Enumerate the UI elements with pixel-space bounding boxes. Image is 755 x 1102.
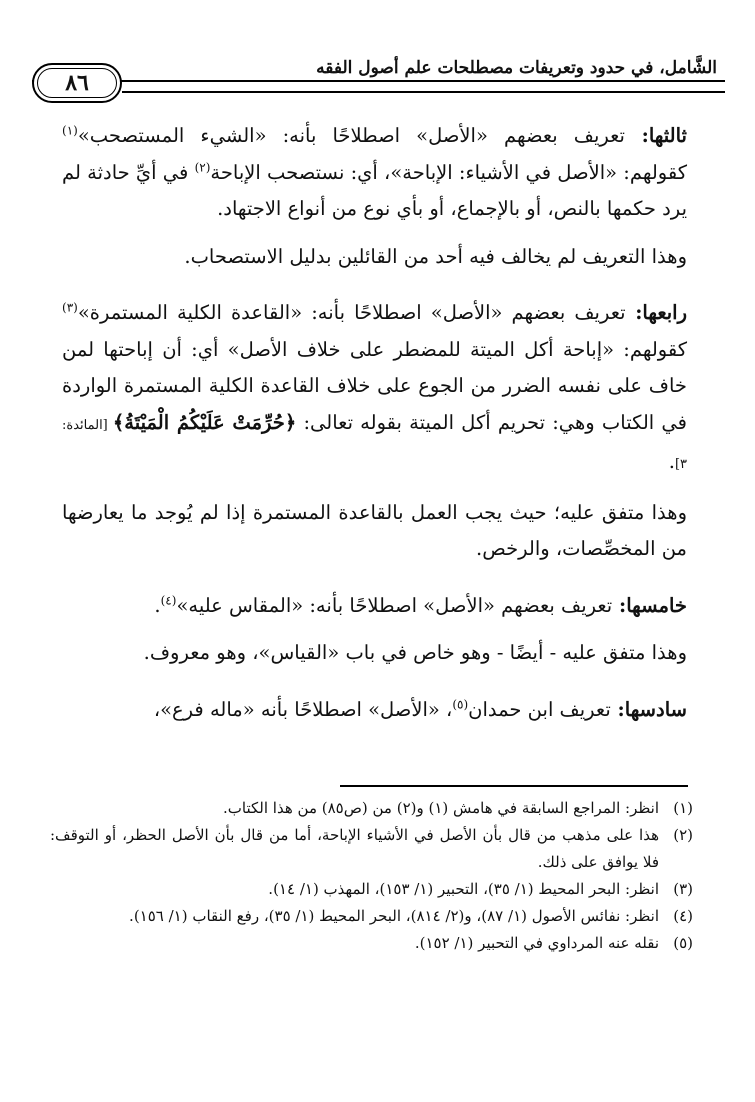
header-rule-thin (122, 91, 725, 93)
footnote-marker: (٢) (194, 160, 211, 174)
text-run: تعريف بعضهم «الأصل» اصطلاحًا بأنه: «المقاس عليه» (176, 593, 613, 617)
text-run: وهذا متفق عليه؛ حيث يجب العمل بالقاعدة المستمرة إذا لم يُوجد ما يعارضها من المخصِّصات، والرخص. (62, 500, 687, 560)
quran-quote: ﴿حُرِّمَتْ عَلَيْكُمُ الْمَيْتَةُ﴾ (112, 410, 297, 434)
footnote (50, 903, 693, 930)
header-rule (32, 80, 725, 82)
footnote-number: (١) (673, 799, 693, 817)
paragraph-lead: رابعها: (625, 301, 687, 324)
footnote-text: نقله عنه المرداوي في التحبير (١/ ١٥٢). (414, 934, 659, 952)
text-run: . (668, 450, 675, 473)
page-header (32, 50, 725, 100)
footnote-marker: (٥) (452, 697, 469, 711)
footnote-text: انظر: البحر المحيط (١/ ٣٥)، التحبير (١/ ١٥٣)، المهذب (١/ ١٤). (268, 880, 659, 898)
footnote-number: (٢) (673, 826, 693, 844)
footnote-marker: (٤) (160, 593, 177, 607)
paragraph (62, 495, 687, 568)
text-run: تعريف بعضهم «الأصل» اصطلاحًا بأنه: «القاعدة الكلية المستمرة» (77, 301, 626, 324)
footnote (50, 930, 693, 957)
paragraph-lead: سادسها: (610, 697, 687, 721)
footnote-separator (340, 785, 688, 787)
text-run: وهذا متفق عليه - أيضًا - وهو خاص في باب «القياس»، وهو معروف. (143, 641, 687, 664)
paragraph (62, 295, 687, 484)
text-run: تعريف ابن حمدان (468, 697, 611, 721)
paragraph (62, 635, 687, 672)
footnote-text: انظر: نفائس الأصول (١/ ٨٧)، و(٢/ ٨١٤)، البحر المحيط (١/ ٣٥)، رفع النقاب (١/ ١٥٦). (129, 907, 659, 925)
text-run: في أيِّ حادثة لم يرد حكمها بالنص، أو بالإجماع، أو بأي نوع من أنواع الاجتهاد. (62, 160, 687, 220)
page-number-frame (32, 63, 122, 103)
paragraph (62, 239, 687, 276)
running-title: الشَّامل، في حدود وتعريفات مصطلحات علم أصول الفقه (316, 58, 717, 78)
footnote (50, 795, 693, 822)
text-run: وهذا التعريف لم يخالف فيه أحد من القائلين بدليل الاستصحاب. (184, 244, 687, 268)
footnote-marker: (٣) (62, 300, 78, 315)
paragraph-lead: ثالثها: (624, 124, 687, 147)
footnote-number: (٥) (673, 934, 693, 952)
footnote-number: (٤) (673, 907, 693, 925)
footnote (50, 876, 693, 903)
paragraph (62, 588, 687, 625)
footnotes (50, 795, 693, 957)
text-run: كقولهم: «إباحة أكل الميتة للمضطر على خلاف الأصل» أي: أن إباحتها لمن خاف على نفسه الضرر من الجوع على خلاف القاعدة الكلية المستمرة الواردة في الكتاب وهي: تحريم أكل الميتة بقوله تعالى: (62, 337, 687, 434)
footnote-number: (٣) (673, 880, 693, 898)
paragraph (62, 118, 687, 228)
footnote-marker: (١) (62, 123, 78, 138)
text-run: تعريف بعضهم «الأصل» اصطلاحًا بأنه: «الشيء المستصحب» (77, 124, 625, 147)
main-text (62, 118, 687, 739)
footnote (50, 822, 693, 876)
text-run: كقولهم: «الأصل في الأشياء: الإباحة»، أي: نستصحب الإباحة (210, 160, 688, 184)
page-number: ٨٦ (65, 70, 89, 96)
text-run: ، «الأصل» اصطلاحًا بأنه «ماله فرع»، (153, 697, 453, 721)
paragraph (62, 692, 687, 729)
verse-reference: [المائدة: ٣] (62, 417, 687, 472)
text-run: . (154, 593, 161, 617)
footnote-text: انظر: المراجع السابقة في هامش (١) و(٢) من (ص٨٥) من هذا الكتاب. (223, 799, 659, 817)
paragraph-lead: خامسها: (612, 593, 687, 617)
footnote-text: هذا على مذهب من قال بأن الأصل في الأشياء الإباحة، أما من قال بأن الأصل الحظر، أو التوقف: فلا يوافق على ذلك. (50, 826, 659, 871)
